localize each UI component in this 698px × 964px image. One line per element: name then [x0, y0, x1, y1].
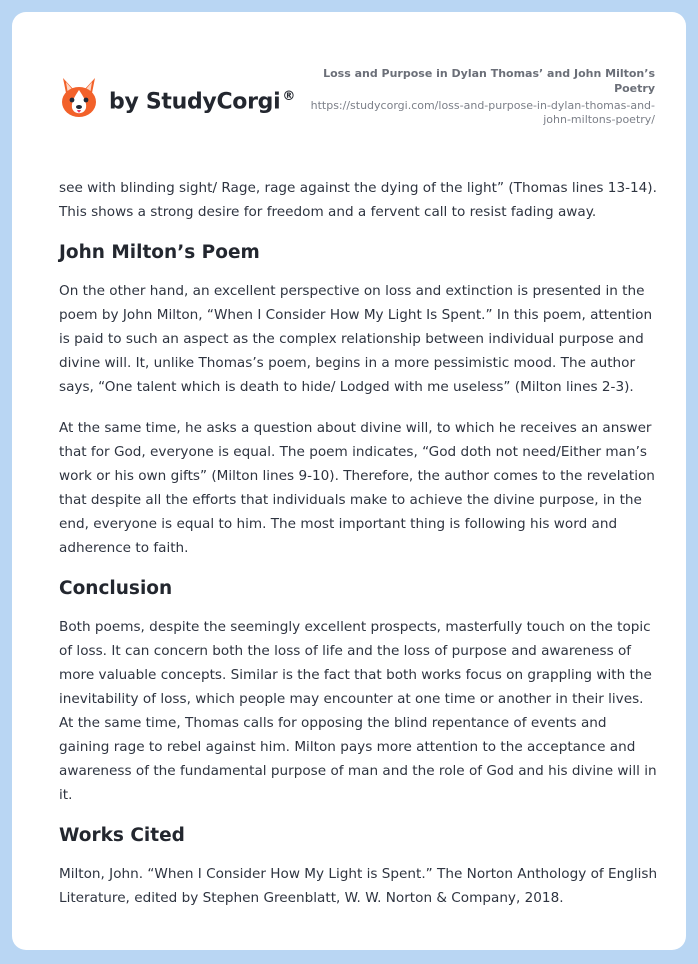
essay-content: [59, 176, 659, 927]
paragraph-conclusion: Both poems, despite the seemingly excellent prospects, masterfully touch on the topic of loss. It can concern both the loss of life and the loss of purpose and awareness of more valuable concepts. Similar is the fact that both works focus on grappling with the inevitability of loss, which people may encounter at one time or another in their lives. At the same time, Thomas calls for opposing the blind repentance of events and gaining rage to rebel against him. Milton pays more attention to the acceptance and awareness of the fundamental purpose of man and the role of God and his divine will in it.: [59, 619, 657, 803]
heading-milton: John Milton’s Poem: [59, 242, 260, 263]
registered-mark: ®: [282, 89, 296, 105]
paragraph-milton-2: At the same time, he asks a question about divine will, to which he receives an answer that for God, everyone is equal. The poem indicates, “God doth not need/Either man’s work or his own gifts” (Milton lines 9-10). Therefore, the author comes to the revelation that despite all the efforts that individuals make to achieve the divine purpose, in the end, everyone is equal to him. The most important thing is following his word and adherence to faith.: [59, 420, 655, 556]
document-title: Loss and Purpose in Dylan Thomas’ and John Milton’s Poetry: [323, 67, 655, 95]
corgi-icon: [59, 76, 99, 120]
paragraph-milton-1: On the other hand, an excellent perspective on loss and extinction is presented in the poem by John Milton, “When I Consider How My Light Is Spent.” In this poem, attention is paid to such an aspect as the complex relationship between individual purpose and divine will. It, unlike Thomas’s poem, begins in a more pessimistic mood. The author says, “One talent which is death to hide/ Lodged with me useless” (Milton lines 2-3).: [59, 283, 653, 395]
paragraph-intro: see with blinding sight/ Rage, rage against the dying of the light” (Thomas lines 13-14). This shows a strong desire for freedom and a fervent call to resist fading away.: [59, 180, 657, 220]
heading-conclusion: Conclusion: [59, 578, 173, 599]
document-info: [305, 66, 655, 127]
document-page: [12, 12, 686, 950]
studycorgi-logo[interactable]: [59, 76, 295, 120]
brand-name: by StudyCorgi ®: [109, 89, 296, 115]
heading-works-cited: Works Cited: [59, 825, 185, 846]
paragraph-works-cited: Milton, John. “When I Consider How My Light is Spent.” The Norton Anthology of English Literature, edited by Stephen Greenblatt, W. W. Norton & Company, 2018.: [59, 866, 658, 906]
document-url[interactable]: https://studycorgi.com/loss-and-purpose-in-dylan-thomas-and-john-miltons-poetry/: [310, 99, 655, 126]
